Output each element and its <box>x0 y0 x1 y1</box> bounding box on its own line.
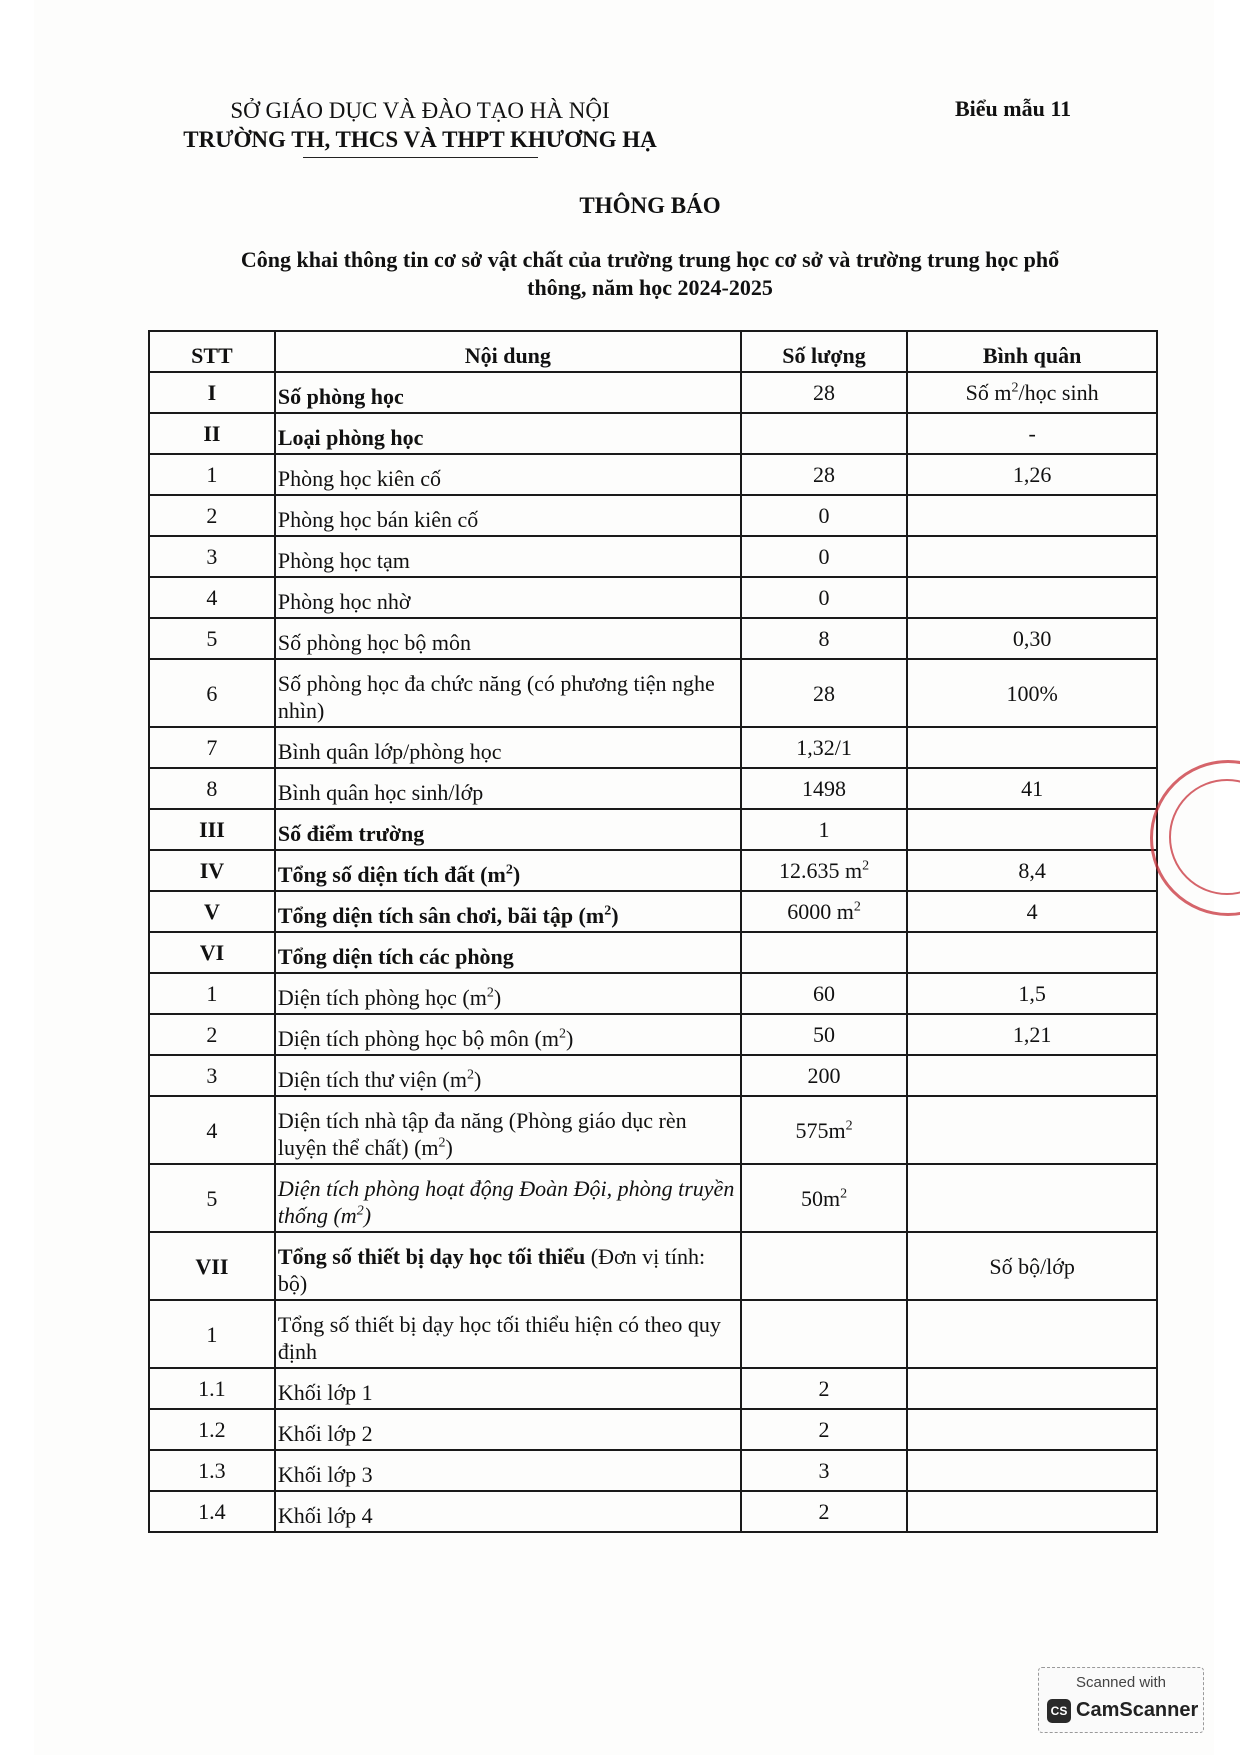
cell-content: Loại phòng học <box>275 413 741 454</box>
cell-content: Phòng học tạm <box>275 536 741 577</box>
camscanner-brand: CamScanner <box>1076 1699 1199 1721</box>
cell-content: Khối lớp 2 <box>275 1409 741 1450</box>
cell-quantity: 2 <box>741 1491 907 1532</box>
agency-header <box>160 97 680 155</box>
cell-stt: 1 <box>149 454 275 495</box>
content-prefix: Diện tích thư viện (m <box>277 1067 467 1092</box>
table-row <box>149 727 1157 768</box>
cell-average <box>907 1409 1157 1450</box>
table-row <box>149 413 1157 454</box>
content-prefix: Tổng diện tích sân chơi, bãi tập (m <box>277 903 605 928</box>
cell-quantity: 200 <box>741 1055 907 1096</box>
cell-stt: III <box>149 809 275 850</box>
content-sup: 2 <box>438 1135 446 1151</box>
cell-quantity <box>741 1232 907 1300</box>
cell-content: Phòng học bán kiên cố <box>275 495 741 536</box>
cell-stt: 1.1 <box>149 1368 275 1409</box>
quantity-prefix: 12.635 m <box>778 858 863 883</box>
average-sup: 2 <box>1011 380 1019 396</box>
cell-average <box>907 536 1157 577</box>
cell-content: Số điểm trường <box>275 809 741 850</box>
cell-average <box>907 372 1157 413</box>
content-suffix: ) <box>512 862 521 887</box>
content-note: (Đơn vị tính: bộ) <box>277 1244 706 1296</box>
cell-average <box>907 727 1157 768</box>
cell-average: 1,26 <box>907 454 1157 495</box>
cell-stt: II <box>149 413 275 454</box>
cell-stt: V <box>149 891 275 932</box>
cell-average: Số bộ/lớp <box>907 1232 1157 1300</box>
scanned-with-label: Scanned with <box>1075 1674 1167 1691</box>
cell-quantity: 1,32/1 <box>741 727 907 768</box>
cell-content <box>275 891 741 932</box>
table-row <box>149 768 1157 809</box>
cell-stt: 5 <box>149 1164 275 1232</box>
notice-subtitle-line1: Công khai thông tin cơ sở vật chất của trường trung học cơ sở và trường trung học phổ <box>240 247 1060 272</box>
cell-stt: 4 <box>149 1096 275 1164</box>
cell-content: Số phòng học đa chức năng (có phương tiện nghe nhìn) <box>275 659 741 727</box>
quantity-sup: 2 <box>853 899 861 915</box>
quantity-prefix: 575m <box>795 1117 846 1143</box>
cell-stt: 5 <box>149 618 275 659</box>
table-row <box>149 850 1157 891</box>
cell-quantity <box>741 1164 907 1232</box>
table-row <box>149 1450 1157 1491</box>
cell-quantity: 28 <box>741 372 907 413</box>
cell-quantity: 60 <box>741 973 907 1014</box>
cell-stt: 1 <box>149 1300 275 1368</box>
cell-content: Khối lớp 1 <box>275 1368 741 1409</box>
cell-quantity: 0 <box>741 577 907 618</box>
facility-table <box>148 330 1158 1533</box>
seal-inner-ring <box>1169 779 1240 895</box>
cell-content: Tổng số thiết bị dạy học tối thiểu hiện có theo quy định <box>275 1300 741 1368</box>
quantity-sup: 2 <box>862 858 870 874</box>
cell-quantity <box>741 413 907 454</box>
content-sup: 2 <box>466 1067 474 1083</box>
content-prefix: Diện tích nhà tập đa năng (Phòng giáo dục rèn luyện thể chất) (m <box>277 1108 687 1160</box>
table-row <box>149 1368 1157 1409</box>
header-underline <box>303 157 538 158</box>
cell-average <box>907 1055 1157 1096</box>
table-row <box>149 577 1157 618</box>
cell-average <box>907 495 1157 536</box>
content-sup: 2 <box>604 903 612 919</box>
cell-average <box>907 577 1157 618</box>
cell-stt: IV <box>149 850 275 891</box>
cell-average: 4 <box>907 891 1157 932</box>
cell-average: - <box>907 413 1157 454</box>
cell-quantity: 1498 <box>741 768 907 809</box>
table-row <box>149 1300 1157 1368</box>
cell-stt: VII <box>149 1232 275 1300</box>
cell-stt: 2 <box>149 495 275 536</box>
cell-quantity: 28 <box>741 454 907 495</box>
cell-average: 0,30 <box>907 618 1157 659</box>
table-row <box>149 536 1157 577</box>
cell-quantity: 2 <box>741 1368 907 1409</box>
cell-content <box>275 973 741 1014</box>
content-prefix: Tổng số diện tích đất (m <box>277 862 506 887</box>
cell-stt: VI <box>149 932 275 973</box>
cell-stt: 2 <box>149 1014 275 1055</box>
camscanner-logo-icon: CS <box>1047 1699 1071 1723</box>
content-sup: 2 <box>356 1203 364 1219</box>
table-row <box>149 495 1157 536</box>
header-quantity: Số lượng <box>741 331 907 372</box>
cell-quantity <box>741 891 907 932</box>
cell-content: Bình quân học sinh/lớp <box>275 768 741 809</box>
table-row <box>149 1491 1157 1532</box>
cell-stt: 1.3 <box>149 1450 275 1491</box>
table-row <box>149 1164 1157 1232</box>
quantity-prefix: 6000 m <box>787 899 854 924</box>
cell-average <box>907 1368 1157 1409</box>
content-sup: 2 <box>486 985 494 1001</box>
quantity-prefix: 50m <box>800 1185 841 1211</box>
cell-quantity: 0 <box>741 536 907 577</box>
cell-content <box>275 1096 741 1164</box>
cell-quantity: 8 <box>741 618 907 659</box>
cell-stt: 1.2 <box>149 1409 275 1450</box>
cell-quantity: 50 <box>741 1014 907 1055</box>
cell-average: 8,4 <box>907 850 1157 891</box>
school-name: TRƯỜNG TH, THCS VÀ THPT KHƯƠNG HẠ <box>183 127 657 152</box>
content-suffix: ) <box>565 1026 574 1051</box>
table-header-row <box>149 331 1157 372</box>
cell-quantity <box>741 850 907 891</box>
content-suffix: ) <box>473 1067 482 1092</box>
cell-average <box>907 809 1157 850</box>
content-suffix: ) <box>363 1203 372 1228</box>
average-suffix: /học sinh <box>1018 380 1099 405</box>
cell-stt: 7 <box>149 727 275 768</box>
cell-content: Phòng học nhờ <box>275 577 741 618</box>
cell-stt: 1 <box>149 973 275 1014</box>
table-row <box>149 372 1157 413</box>
cell-stt: 3 <box>149 536 275 577</box>
table-row <box>149 973 1157 1014</box>
form-number: Biểu mẫu 11 <box>955 96 1072 121</box>
cell-content: Số phòng học bộ môn <box>275 618 741 659</box>
cell-quantity: 3 <box>741 1450 907 1491</box>
cell-stt: I <box>149 372 275 413</box>
cell-average: 1,21 <box>907 1014 1157 1055</box>
cell-content <box>275 850 741 891</box>
content-suffix: ) <box>611 903 619 928</box>
cell-stt: 8 <box>149 768 275 809</box>
cell-content: Bình quân lớp/phòng học <box>275 727 741 768</box>
camscanner-badge <box>1038 1667 1204 1733</box>
cell-content: Tổng diện tích các phòng <box>275 932 741 973</box>
table-row <box>149 454 1157 495</box>
notice-subtitle <box>200 246 1100 302</box>
cell-content: Khối lớp 4 <box>275 1491 741 1532</box>
cell-stt: 6 <box>149 659 275 727</box>
content-prefix: Diện tích phòng học bộ môn (m <box>277 1026 559 1051</box>
cell-average <box>907 1300 1157 1368</box>
cell-content <box>275 1164 741 1232</box>
quantity-sup: 2 <box>845 1118 853 1134</box>
notice-subtitle-line2: thông, năm học 2024-2025 <box>527 275 773 300</box>
cell-average: 1,5 <box>907 973 1157 1014</box>
table-row <box>149 1096 1157 1164</box>
header-average: Bình quân <box>907 331 1157 372</box>
cell-stt: 1.4 <box>149 1491 275 1532</box>
table-row <box>149 659 1157 727</box>
table-row <box>149 1409 1157 1450</box>
table-row <box>149 1014 1157 1055</box>
header-content: Nội dung <box>275 331 741 372</box>
cell-content <box>275 1014 741 1055</box>
content-prefix: Diện tích phòng hoạt động Đoàn Đội, phòng truyền thống (m <box>277 1176 735 1228</box>
content-prefix: Diện tích phòng học (m <box>277 985 487 1010</box>
cell-content: Số phòng học <box>275 372 741 413</box>
table-row <box>149 1055 1157 1096</box>
table-row <box>149 932 1157 973</box>
cell-quantity: 28 <box>741 659 907 727</box>
cell-average <box>907 1450 1157 1491</box>
cell-stt: 3 <box>149 1055 275 1096</box>
table-row <box>149 618 1157 659</box>
table-row <box>149 891 1157 932</box>
content-bold: Tổng số thiết bị dạy học tối thiểu <box>277 1244 586 1269</box>
cell-quantity: 2 <box>741 1409 907 1450</box>
content-suffix: ) <box>493 985 502 1010</box>
table-row <box>149 1232 1157 1300</box>
cell-quantity <box>741 932 907 973</box>
average-prefix: Số m <box>965 380 1012 405</box>
cell-stt: 4 <box>149 577 275 618</box>
cell-content: Khối lớp 3 <box>275 1450 741 1491</box>
table-row <box>149 809 1157 850</box>
cell-average: 41 <box>907 768 1157 809</box>
cell-content: Phòng học kiên cố <box>275 454 741 495</box>
cell-average: 100% <box>907 659 1157 727</box>
content-suffix: ) <box>445 1135 453 1160</box>
cell-content <box>275 1232 741 1300</box>
content-sup: 2 <box>558 1026 566 1042</box>
department-name: SỞ GIÁO DỤC VÀ ĐÀO TẠO HÀ NỘI <box>230 98 610 123</box>
cell-average <box>907 1164 1157 1232</box>
cell-average <box>907 1491 1157 1532</box>
content-sup: 2 <box>505 862 513 878</box>
cell-content <box>275 1055 741 1096</box>
header-stt: STT <box>149 331 275 372</box>
cell-quantity: 0 <box>741 495 907 536</box>
cell-average <box>907 1096 1157 1164</box>
cell-quantity: 1 <box>741 809 907 850</box>
cell-quantity <box>741 1300 907 1368</box>
cell-quantity <box>741 1096 907 1164</box>
quantity-sup: 2 <box>840 1186 848 1202</box>
notice-title: THÔNG BÁO <box>579 193 721 218</box>
cell-average <box>907 932 1157 973</box>
